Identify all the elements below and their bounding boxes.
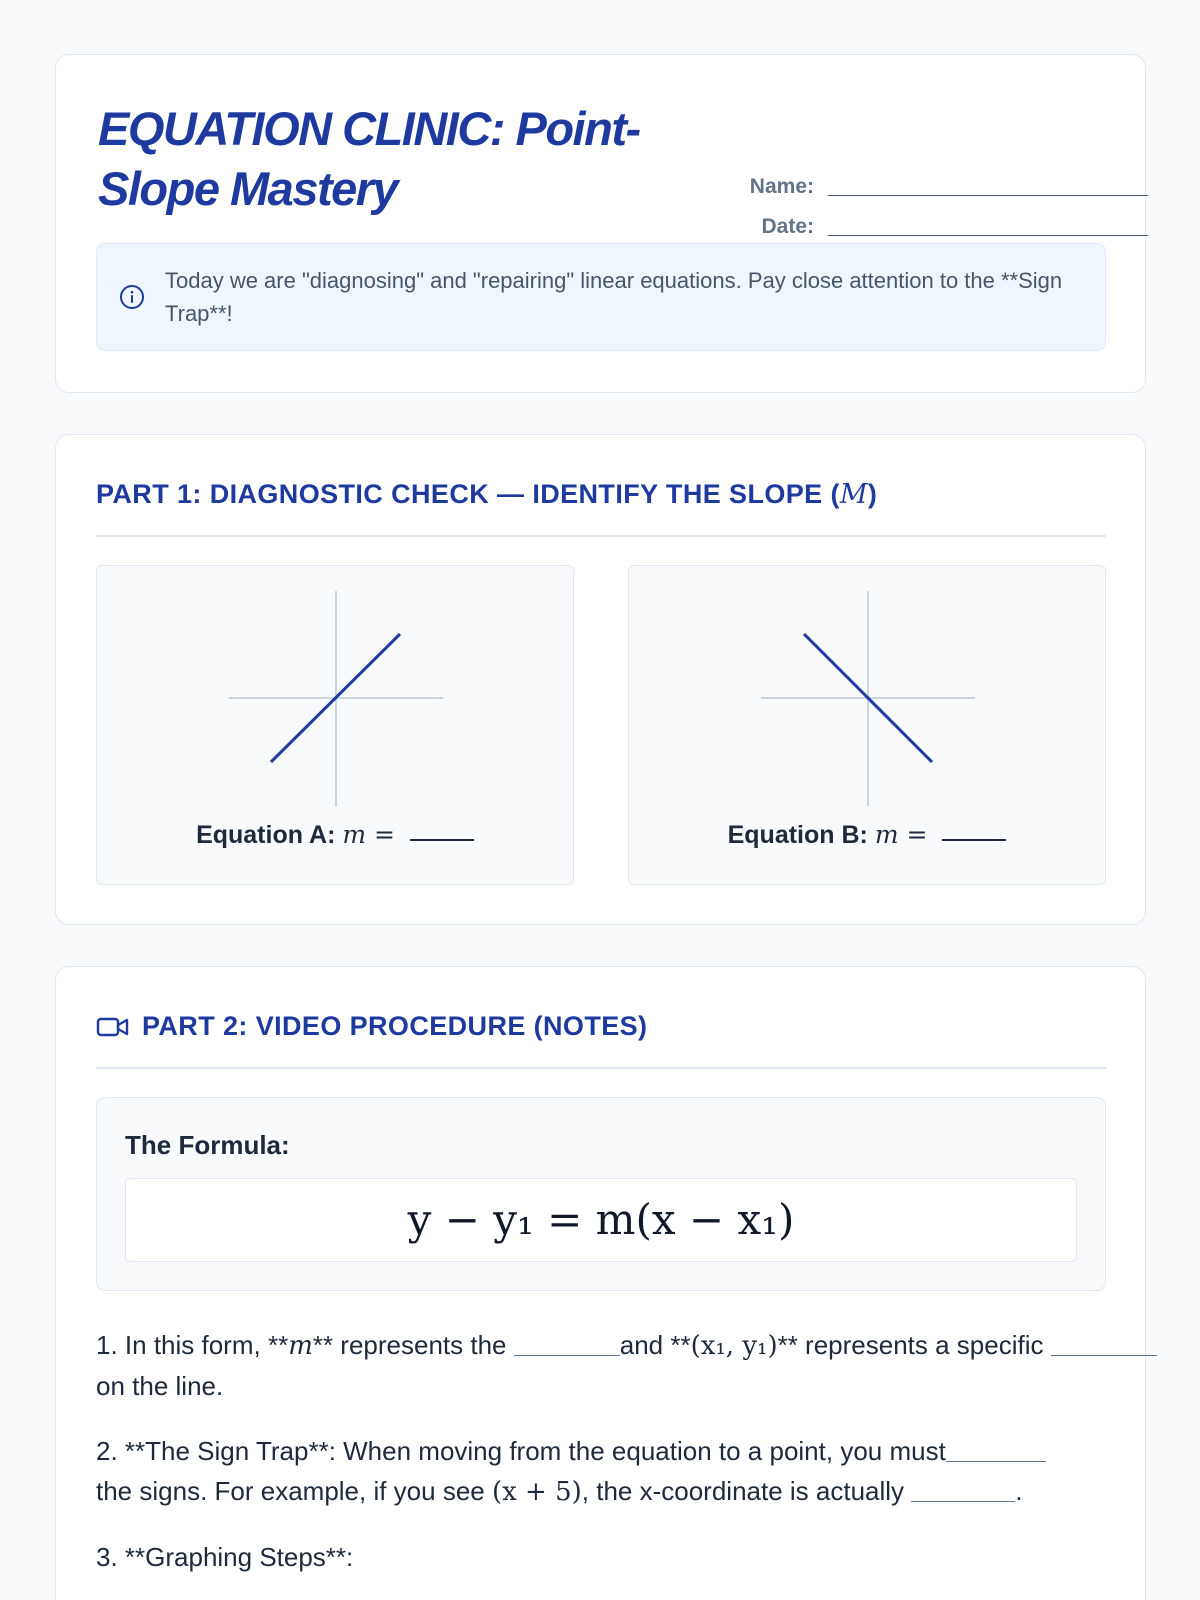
equation-a-label: Equation A: — [196, 821, 336, 849]
equation-b-m: m = — [874, 820, 928, 849]
q2-line-1 — [96, 1431, 1166, 1471]
q1-text-c: and ** — [619, 1330, 691, 1360]
question-3: 3. **Graphing Steps**: — [96, 1542, 354, 1572]
q1-blank-2[interactable] — [1051, 1336, 1157, 1356]
q1-blank-1[interactable] — [514, 1336, 620, 1356]
name-field[interactable] — [828, 195, 1148, 196]
part2-card — [55, 966, 1146, 1600]
equation-b-label: Equation B: — [727, 821, 868, 849]
date-label: Date: — [761, 215, 814, 238]
equation-a-blank[interactable] — [410, 839, 474, 841]
q1-text-d: ** represents a specific — [777, 1330, 1051, 1360]
part1-card — [55, 434, 1146, 925]
q2-text-a: 2. **The Sign Trap**: When moving from the equation to a point, you must — [96, 1436, 946, 1466]
part1-heading-close: ) — [867, 479, 878, 509]
video-camera-icon — [96, 1014, 130, 1040]
formula-label: The Formula: — [125, 1130, 290, 1160]
q1-text-e: on the line. — [96, 1371, 224, 1401]
q2-line-2 — [96, 1471, 1166, 1512]
date-row — [714, 215, 1148, 239]
formula-box — [96, 1097, 1106, 1291]
part2-divider — [96, 1067, 1106, 1069]
q2-blank-1[interactable] — [946, 1442, 1046, 1462]
point-slope-formula: y − y₁ = m(x − x₁) — [125, 1178, 1077, 1262]
equation-b-blank[interactable] — [942, 839, 1006, 841]
q2-text-c: , the x-coordinate is actually — [581, 1476, 912, 1506]
q2-blank-2[interactable] — [911, 1482, 1015, 1502]
equation-a-m: m = — [342, 820, 395, 849]
q2-end: . — [1015, 1476, 1023, 1506]
part1-heading — [96, 479, 1106, 510]
equation-b-graph — [629, 566, 1107, 816]
info-text: Today we are "diagnosing" and "repairing" linear equations. Pay close attention to the **Sign Trap**! — [165, 268, 1063, 326]
part1-heading-text: PART 1: DIAGNOSTIC CHECK — IDENTIFY THE SLOPE ( — [96, 479, 840, 509]
question-1 — [96, 1325, 1166, 1406]
q1-text-a: 1. In this form, ** — [96, 1330, 289, 1360]
q2-text-b: the signs. For example, if you see — [96, 1476, 492, 1506]
equation-b-panel — [628, 565, 1106, 885]
q1-math-m: m — [288, 1331, 313, 1361]
part1-heading-math: M — [839, 479, 868, 510]
part2-heading — [96, 1011, 1106, 1042]
question-2 — [96, 1431, 1166, 1512]
q1-math-point: (x₁, y₁) — [690, 1331, 778, 1361]
info-icon — [119, 284, 145, 310]
name-row — [714, 175, 1148, 199]
q2-math-expr: (x + 5) — [491, 1477, 582, 1507]
part2-heading-text: PART 2: VIDEO PROCEDURE (NOTES) — [142, 1011, 648, 1041]
name-label: Name: — [749, 175, 814, 198]
q1-text-b: ** represents the — [312, 1330, 514, 1360]
page-title: EQUATION CLINIC: Point-Slope Mastery — [98, 102, 640, 215]
equation-a-graph — [97, 566, 575, 816]
equation-b-caption — [629, 820, 1105, 850]
part1-divider — [96, 535, 1106, 537]
equation-a-panel — [96, 565, 574, 885]
info-callout — [96, 243, 1106, 351]
equation-a-caption — [97, 820, 573, 850]
date-field[interactable] — [828, 235, 1148, 236]
header-card — [55, 54, 1146, 393]
